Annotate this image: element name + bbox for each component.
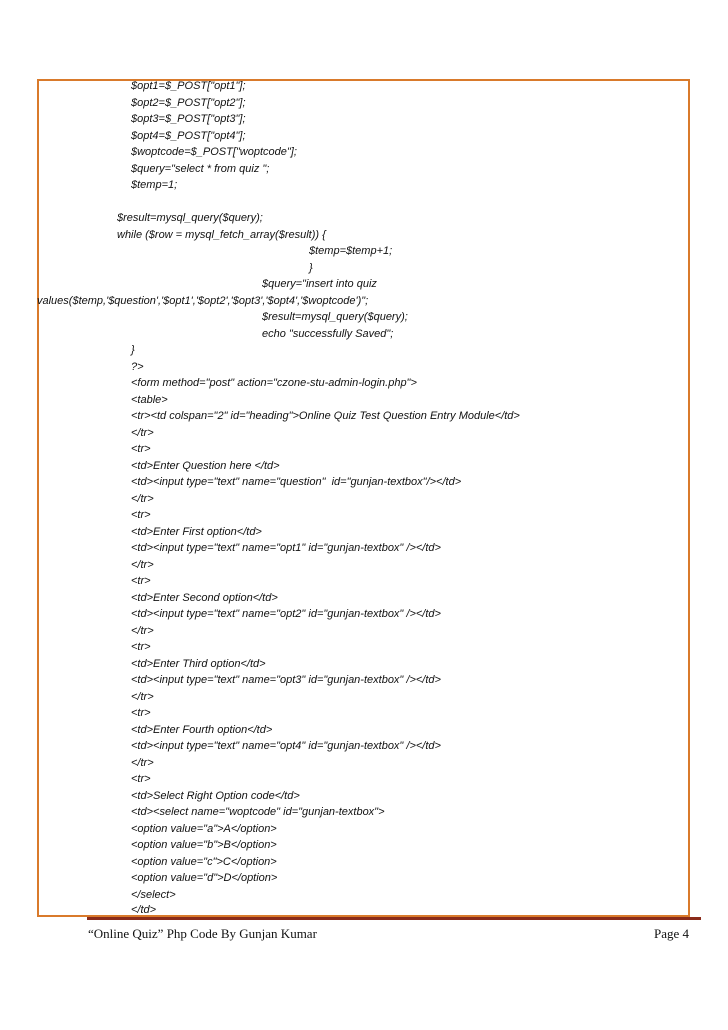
- code-line: <td>Enter Question here </td>: [131, 460, 280, 472]
- code-line: </tr>: [131, 427, 154, 439]
- code-line: </tr>: [131, 691, 154, 703]
- code-line: <option value="c">C</option>: [131, 856, 277, 868]
- code-line: $opt4=$_POST["opt4"];: [131, 130, 246, 142]
- code-line: <option value="a">A</option>: [131, 823, 277, 835]
- code-line: <td>Enter Second option</td>: [131, 592, 278, 604]
- code-line: <option value="d">D</option>: [131, 872, 278, 884]
- code-line: $opt2=$_POST["opt2"];: [131, 97, 246, 109]
- code-line: $temp=1;: [131, 179, 178, 191]
- code-line: }: [131, 344, 135, 356]
- code-line: $opt1=$_POST["opt1"];: [131, 80, 246, 92]
- code-line: while ($row = mysql_fetch_array($result)) {: [117, 229, 326, 241]
- code-line: </select>: [131, 889, 176, 901]
- code-line: $woptcode=$_POST["woptcode"];: [131, 146, 297, 158]
- code-line: <td>Enter Fourth option</td>: [131, 724, 273, 736]
- code-line: </tr>: [131, 757, 154, 769]
- code-line: }: [309, 262, 313, 274]
- code-line: <td>Enter Third option</td>: [131, 658, 266, 670]
- footer-title: “Online Quiz” Php Code By Gunjan Kumar: [88, 926, 317, 941]
- code-line: <option value="b">B</option>: [131, 839, 277, 851]
- code-line: <tr><td colspan="2" id="heading">Online Quiz Test Question Entry Module</td>: [131, 410, 520, 422]
- code-line: <tr>: [131, 773, 151, 785]
- code-line: $query="select * from quiz ";: [131, 163, 270, 175]
- code-line: <tr>: [131, 707, 151, 719]
- code-line: <tr>: [131, 641, 151, 653]
- code-line: <td><input type="text" name="opt1" id="gunjan-textbox" /></td>: [131, 542, 441, 554]
- code-line: $opt3=$_POST["opt3"];: [131, 113, 246, 125]
- code-line: echo "successfully Saved";: [262, 328, 394, 340]
- code-line: <tr>: [131, 443, 151, 455]
- code-line: <tr>: [131, 509, 151, 521]
- code-line: </tr>: [131, 493, 154, 505]
- code-line: <td><input type="text" name="opt2" id="gunjan-textbox" /></td>: [131, 608, 441, 620]
- code-line: $result=mysql_query($query);: [262, 311, 408, 323]
- code-line: </tr>: [131, 625, 154, 637]
- code-line: $query="insert into quiz: [262, 278, 377, 290]
- code-line: <table>: [131, 394, 168, 406]
- code-line: $result=mysql_query($query);: [117, 212, 263, 224]
- code-line: values($temp,'$question','$opt1','$opt2','$opt3','$opt4','$woptcode')";: [37, 295, 369, 307]
- page-number: Page 4: [654, 926, 690, 941]
- code-line: ?>: [131, 361, 144, 373]
- code-line: </td>: [131, 904, 157, 916]
- code-line: <td>Enter First option</td>: [131, 526, 262, 538]
- code-line: <td><input type="text" name="opt3" id="gunjan-textbox" /></td>: [131, 674, 441, 686]
- code-line: $temp=$temp+1;: [309, 245, 393, 257]
- code-line: <td><input type="text" name="opt4" id="gunjan-textbox" /></td>: [131, 740, 441, 752]
- code-line: <form method="post" action="czone-stu-admin-login.php">: [131, 377, 417, 389]
- footer-rule: [87, 917, 701, 920]
- code-line: <tr>: [131, 575, 151, 587]
- code-line: <td>Select Right Option code</td>: [131, 790, 300, 802]
- code-line: </tr>: [131, 559, 154, 571]
- code-line: <td><input type="text" name="question" id="gunjan-textbox"/></td>: [131, 476, 462, 488]
- code-line: <td><select name="woptcode" id="gunjan-textbox">: [131, 806, 385, 818]
